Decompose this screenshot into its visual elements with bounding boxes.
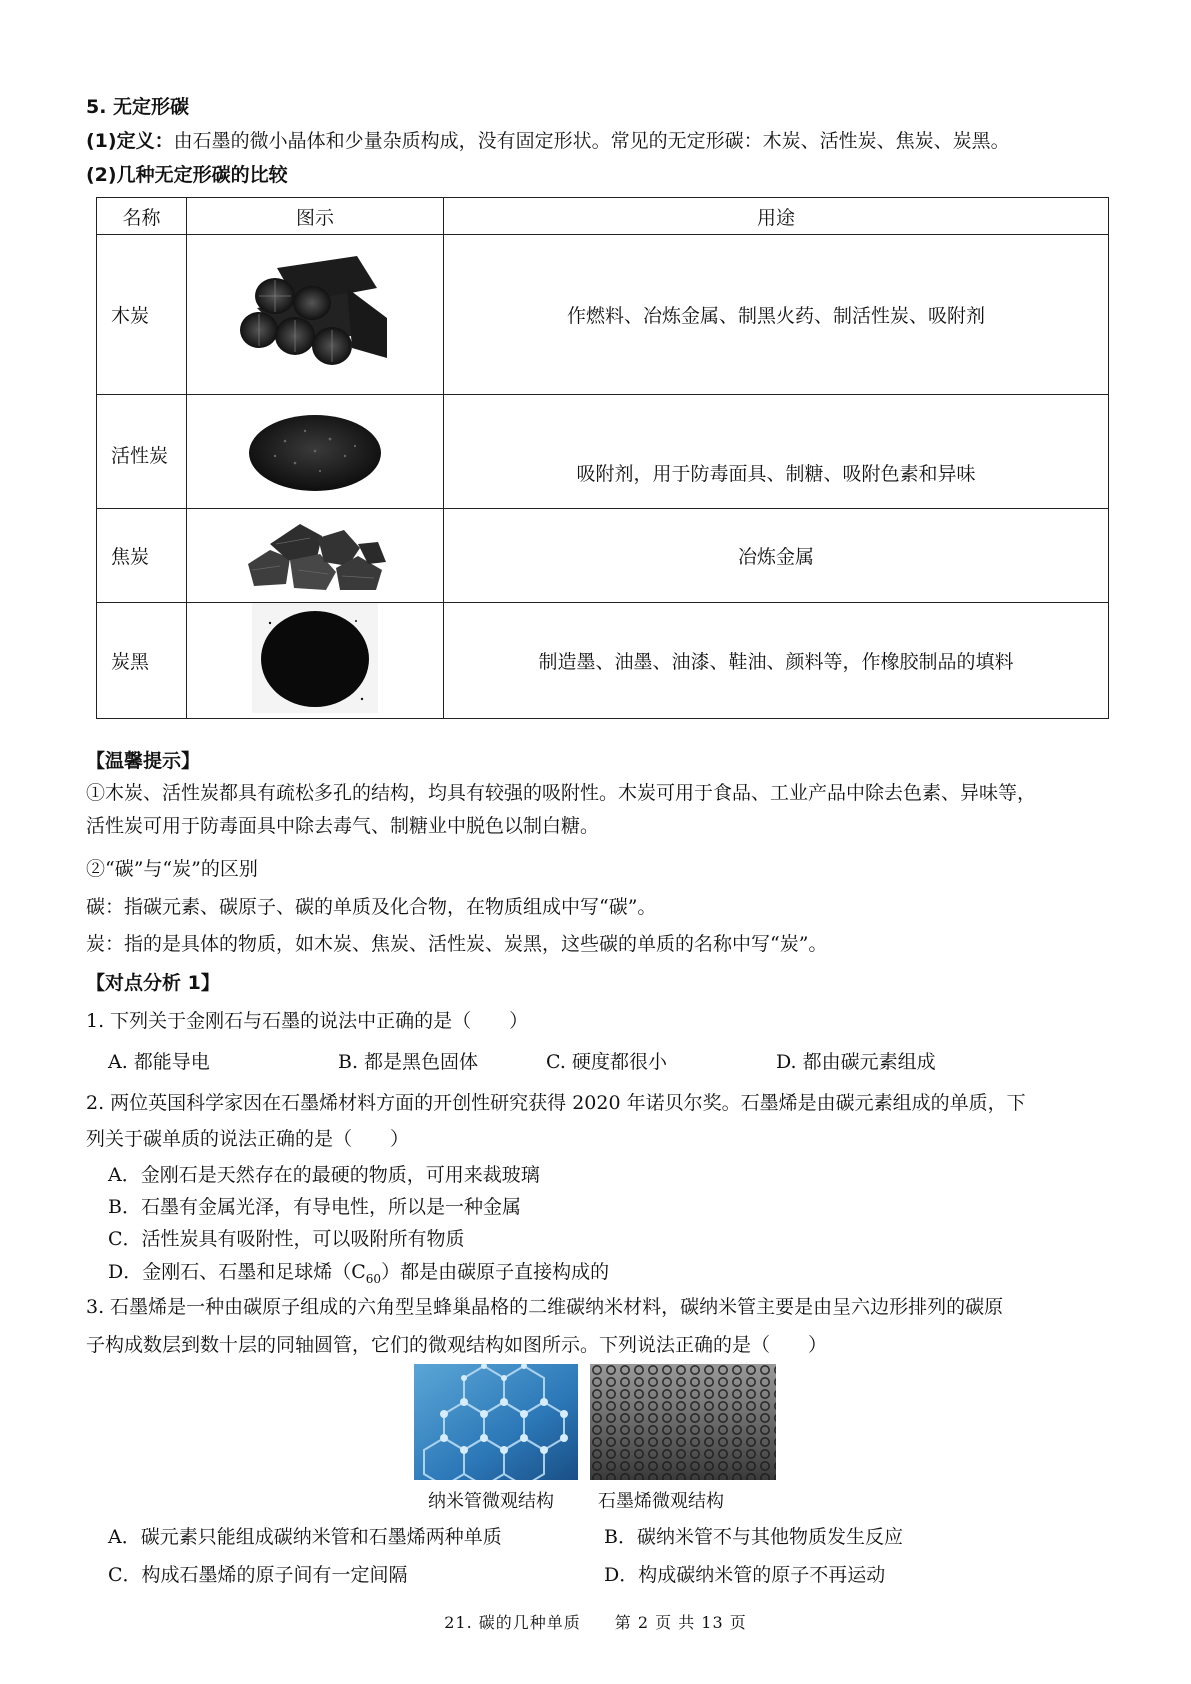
graphene-structure-image — [590, 1364, 776, 1480]
q2-option-d-post: ）都是由碳原子直接构成的 — [381, 1261, 610, 1283]
q2-option-d-pre: D．金刚石、石墨和足球烯（C — [108, 1261, 366, 1283]
q1-option-c: C. 硬度都很小 — [546, 1051, 667, 1073]
q3-option-a: A．碳元素只能组成碳纳米管和石墨烯两种单质 — [108, 1526, 502, 1548]
row-use: 吸附剂，用于防毒面具、制糖、吸附色素和异味 — [444, 395, 1109, 509]
tips-p1-line-a: ①木炭、活性炭都具有疏松多孔的结构，均具有较强的吸附性。木炭可用于食品、工业产品中除去色素、异味等， — [86, 782, 1037, 804]
q1-option-d: D. 都由碳元素组成 — [776, 1051, 936, 1073]
nanotube-structure-image — [414, 1364, 578, 1480]
header-image: 图示 — [187, 198, 444, 235]
table-row — [97, 509, 1109, 603]
q1-option-b: B. 都是黑色固体 — [338, 1051, 479, 1073]
table-row — [97, 603, 1109, 719]
table-row — [97, 235, 1109, 395]
q2-option-b: B．石墨有金属光泽，有导电性，所以是一种金属 — [108, 1196, 521, 1218]
q2-option-d-sub: 60 — [365, 1271, 382, 1286]
caption-graphene: 石墨烯微观结构 — [598, 1491, 724, 1512]
page-footer: 21. 碳的几种单质 第 2 页 共 13 页 — [444, 1613, 747, 1632]
definition-label: (1)定义： — [86, 130, 174, 152]
tips-p1-line-b: 活性炭可用于防毒面具中除去毒气、制糖业中脱色以制白糖。 — [86, 815, 600, 837]
q3-stem-a: 3. 石墨烯是一种由碳原子组成的六角型呈蜂巢晶格的二维碳纳米材料，碳纳米管主要是由呈六边形排列的碳原 — [86, 1296, 1004, 1318]
row-use: 冶炼金属 — [444, 509, 1109, 603]
analysis-title: 【对点分析 1】 — [86, 972, 220, 994]
q2-option-a: A．金刚石是天然存在的最硬的物质，可用来裁玻璃 — [108, 1164, 540, 1186]
carbon-black-image — [187, 603, 444, 719]
q3-option-c: C．构成石墨烯的原子间有一定间隔 — [108, 1564, 408, 1586]
q2-option-c: C．活性炭具有吸附性，可以吸附所有物质 — [108, 1228, 465, 1250]
definition-line — [86, 126, 1010, 153]
table-row — [97, 395, 1109, 509]
charcoal-image — [187, 235, 444, 395]
q2-option-d — [108, 1257, 609, 1286]
row-name: 焦炭 — [97, 509, 187, 603]
tips-title: 【温馨提示】 — [86, 750, 201, 772]
coke-image — [187, 509, 444, 603]
header-name: 名称 — [97, 198, 187, 235]
carbon-comparison-table — [96, 197, 1109, 719]
row-use: 制造墨、油墨、油漆、鞋油、颜料等，作橡胶制品的填料 — [444, 603, 1109, 719]
q3-stem-b: 子构成数层到数十层的同轴圆管，它们的微观结构如图所示。下列说法正确的是（ ） — [86, 1334, 828, 1356]
tips-p2: ②“碳”与“炭”的区别 — [86, 858, 258, 880]
definition-text: 由石墨的微小晶体和少量杂质构成，没有固定形状。常见的无定形碳：木炭、活性炭、焦炭、炭黑。 — [173, 130, 1010, 152]
row-name: 木炭 — [97, 235, 187, 395]
q2-stem-b: 列关于碳单质的说法正确的是（ ） — [86, 1128, 410, 1150]
row-use: 作燃料、冶炼金属、制黑火药、制活性炭、吸附剂 — [444, 235, 1109, 395]
tips-p4: 炭：指的是具体的物质，如木炭、焦炭、活性炭、炭黑，这些碳的单质的名称中写“炭”。 — [86, 933, 828, 955]
tips-p3: 碳：指碳元素、碳原子、碳的单质及化合物，在物质组成中写“碳”。 — [86, 896, 657, 918]
caption-nanotube: 纳米管微观结构 — [428, 1491, 554, 1512]
q1-stem: 1. 下列关于金刚石与石墨的说法中正确的是（ ） — [86, 1010, 529, 1032]
q1-option-a: A. 都能导电 — [108, 1051, 210, 1073]
q3-option-d: D．构成碳纳米管的原子不再运动 — [604, 1564, 886, 1586]
q2-stem-a: 2. 两位英国科学家因在石墨烯材料方面的开创性研究获得 2020 年诺贝尔奖。石墨烯是由碳元素组成的单质，下 — [86, 1092, 1026, 1114]
activated-carbon-image — [187, 395, 444, 509]
table-header-row — [97, 198, 1109, 235]
section-title: 5. 无定形碳 — [86, 96, 190, 118]
tips-paragraph-1 — [86, 777, 1111, 843]
row-name: 炭黑 — [97, 603, 187, 719]
compare-title: (2)几种无定形碳的比较 — [86, 164, 288, 186]
q3-option-b: B．碳纳米管不与其他物质发生反应 — [604, 1526, 903, 1548]
row-name: 活性炭 — [97, 395, 187, 509]
header-use: 用途 — [444, 198, 1109, 235]
